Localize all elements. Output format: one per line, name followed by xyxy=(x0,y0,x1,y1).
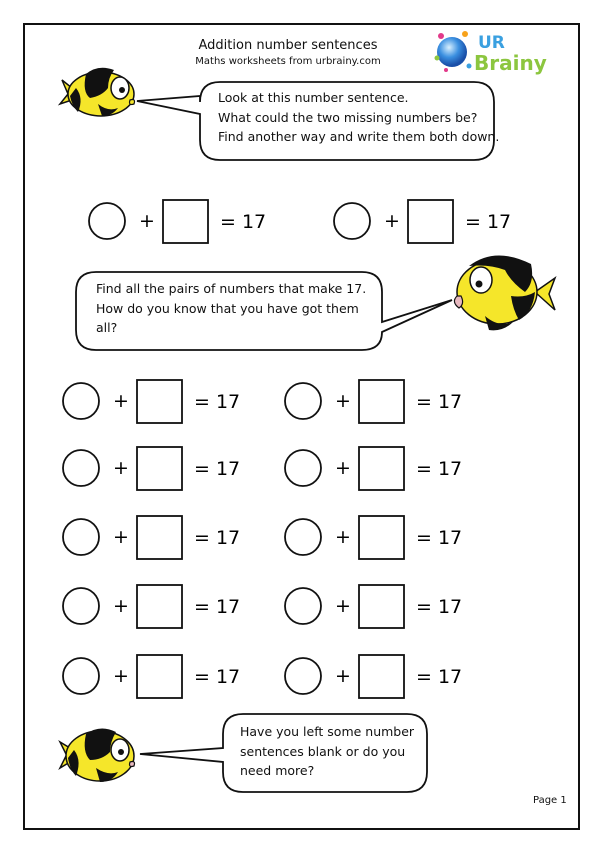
equals-seventeen: = 17 xyxy=(220,211,267,233)
equation-row xyxy=(285,447,462,490)
answer-box[interactable] xyxy=(163,200,208,243)
answer-circle[interactable] xyxy=(285,383,321,419)
equation-row xyxy=(285,380,462,423)
bubble-2-text xyxy=(96,279,366,338)
page-number: Page 1 xyxy=(533,795,567,806)
answer-box[interactable] xyxy=(137,447,182,490)
plus-sign: + xyxy=(384,210,400,232)
answer-box[interactable] xyxy=(359,447,404,490)
equals-seventeen: = 17 xyxy=(194,458,241,480)
equals-seventeen: = 17 xyxy=(194,391,241,413)
answer-circle[interactable] xyxy=(63,383,99,419)
answer-box[interactable] xyxy=(137,655,182,698)
answer-circle[interactable] xyxy=(63,588,99,624)
equals-seventeen: = 17 xyxy=(416,458,463,480)
equals-seventeen: = 17 xyxy=(194,596,241,618)
bubble-2-line: all? xyxy=(96,320,118,335)
equals-seventeen: = 17 xyxy=(416,527,463,549)
svg-text:Brainy: Brainy xyxy=(474,51,547,75)
svg-text:UR: UR xyxy=(478,33,505,53)
bubble-3-line: sentences blank or do you xyxy=(240,743,406,759)
answer-box[interactable] xyxy=(137,585,182,628)
page-subtitle: Maths worksheets from urbrainy.com xyxy=(195,56,381,67)
answer-circle[interactable] xyxy=(63,519,99,555)
fish-icon xyxy=(60,728,135,782)
plus-sign: + xyxy=(335,526,351,548)
equation-row xyxy=(285,585,462,628)
answer-box[interactable] xyxy=(408,200,453,243)
equals-seventeen: = 17 xyxy=(416,666,463,688)
bubble-1-line: Find another way and write them both down. xyxy=(218,129,500,144)
answer-box[interactable] xyxy=(137,380,182,423)
answer-circle[interactable] xyxy=(63,450,99,486)
fish-icon xyxy=(454,255,555,330)
equation-row xyxy=(63,655,240,698)
answer-box[interactable] xyxy=(359,380,404,423)
plus-sign: + xyxy=(139,210,155,232)
answer-box[interactable] xyxy=(359,585,404,628)
equation-grid xyxy=(63,380,462,698)
equals-seventeen: = 17 xyxy=(194,527,241,549)
plus-sign: + xyxy=(335,390,351,412)
plus-sign: + xyxy=(113,457,129,479)
answer-circle[interactable] xyxy=(63,658,99,694)
equation-row xyxy=(63,585,240,628)
answer-circle[interactable] xyxy=(285,658,321,694)
plus-sign: + xyxy=(335,665,351,687)
equation-top-1 xyxy=(89,200,266,243)
equation-row xyxy=(285,516,462,559)
bubble-1-text xyxy=(218,88,499,147)
equals-seventeen: = 17 xyxy=(194,666,241,688)
equation-row xyxy=(63,516,240,559)
bubble-3-text xyxy=(240,722,414,781)
equation-row xyxy=(285,655,462,698)
answer-circle[interactable] xyxy=(334,203,370,239)
bubble-3-line: need more? xyxy=(240,763,315,778)
answer-box[interactable] xyxy=(137,516,182,559)
equation-row xyxy=(63,447,240,490)
answer-circle[interactable] xyxy=(89,203,125,239)
bubble-1-line: What could the two missing numbers be? xyxy=(218,109,478,125)
equals-seventeen: = 17 xyxy=(465,211,512,233)
equals-seventeen: = 17 xyxy=(416,596,463,618)
answer-circle[interactable] xyxy=(285,519,321,555)
equation-top-2 xyxy=(334,200,511,243)
plus-sign: + xyxy=(113,526,129,548)
answer-box[interactable] xyxy=(359,655,404,698)
equation-row xyxy=(63,380,240,423)
plus-sign: + xyxy=(335,457,351,479)
plus-sign: + xyxy=(113,665,129,687)
answer-circle[interactable] xyxy=(285,588,321,624)
equals-seventeen: = 17 xyxy=(416,391,463,413)
bubble-1-line: Look at this number sentence. xyxy=(218,90,409,105)
plus-sign: + xyxy=(113,390,129,412)
bubble-2-line: How do you know that you have got them xyxy=(96,300,359,316)
answer-circle[interactable] xyxy=(285,450,321,486)
page-title: Addition number sentences xyxy=(198,38,378,53)
plus-sign: + xyxy=(335,595,351,617)
answer-box[interactable] xyxy=(359,516,404,559)
fish-icon xyxy=(60,68,135,116)
plus-sign: + xyxy=(113,595,129,617)
bubble-3-line: Have you left some number xyxy=(240,724,415,739)
bubble-2-line: Find all the pairs of numbers that make 17. xyxy=(96,281,367,296)
